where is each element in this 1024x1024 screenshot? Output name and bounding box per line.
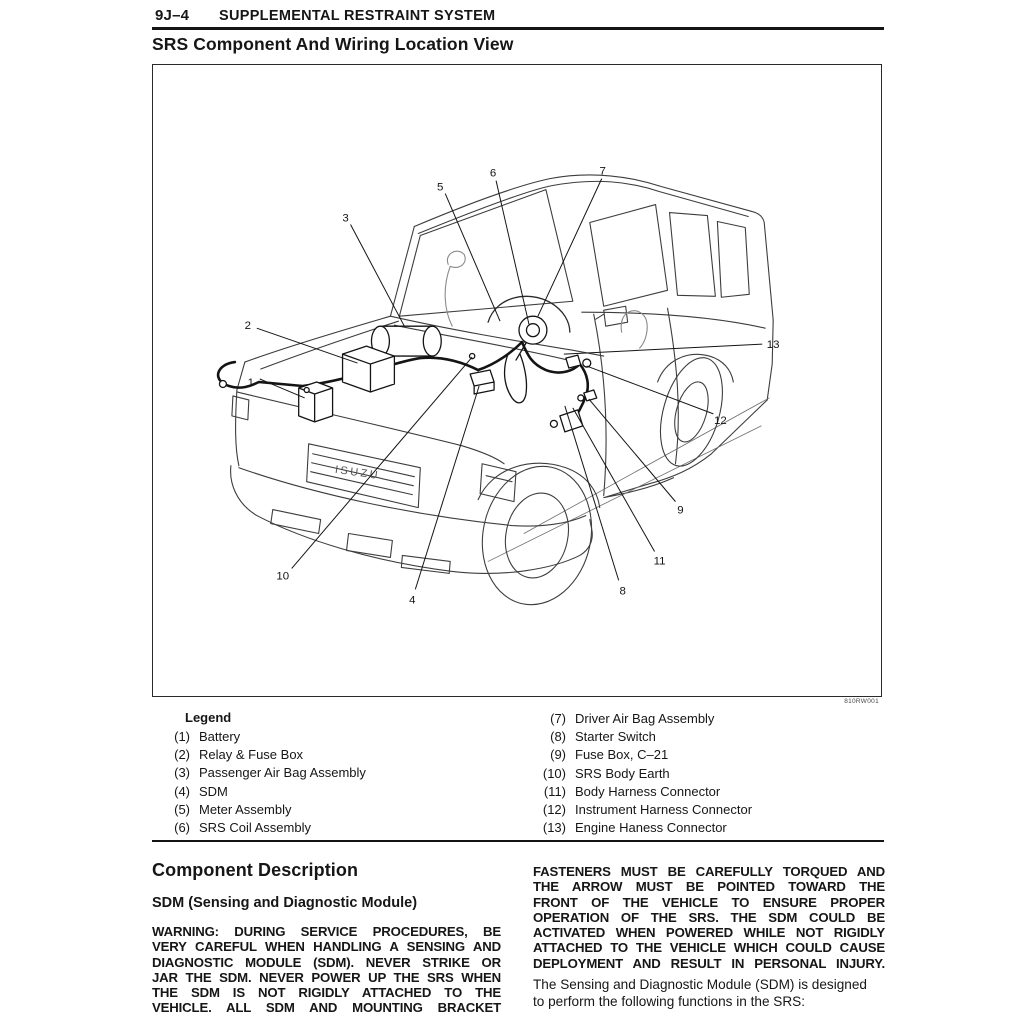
grille-brand-text: ISUZU bbox=[334, 463, 381, 482]
legend-item-number: (5) bbox=[174, 801, 190, 817]
header-rule bbox=[152, 27, 884, 30]
callout-label: 12 bbox=[713, 414, 727, 427]
legend-item-number: (13) bbox=[542, 820, 566, 836]
legend-column-left bbox=[160, 728, 366, 837]
battery bbox=[299, 382, 333, 422]
warning-line: JAR THE SDM. NEVER POWER UP THE SRS WHEN bbox=[152, 969, 501, 985]
callout-label: 4 bbox=[409, 594, 416, 607]
legend-item-number: (7) bbox=[550, 711, 566, 726]
legend-item-label: Passenger Air Bag Assembly bbox=[199, 765, 366, 781]
callout-5 bbox=[437, 182, 500, 322]
srs-body-earth bbox=[470, 353, 475, 358]
srs-location-diagram bbox=[152, 64, 882, 697]
component-description-heading: Component Description bbox=[152, 860, 359, 880]
page-title: SRS Component And Wiring Location View bbox=[152, 34, 514, 54]
legend-item bbox=[160, 746, 366, 764]
callout-label: 1 bbox=[247, 376, 255, 389]
sdm-module bbox=[470, 370, 494, 394]
callout-label: 6 bbox=[489, 167, 497, 180]
paragraph-line: to perform the following functions in the SRS: bbox=[533, 993, 806, 1009]
legend-item-label: SRS Body Earth bbox=[575, 765, 670, 781]
warning-line: DIAGNOSTIC MODULE (SDM). NEVER STRIKE OR bbox=[152, 954, 501, 970]
warning-line: ATTACHED TO THE VEHICLE WHICH COULD CAUSE bbox=[533, 940, 885, 956]
warning-line: DEPLOYMENT AND RESULT IN PERSONAL INJURY. bbox=[533, 955, 885, 971]
legend-item bbox=[526, 783, 752, 801]
warning-line: THE ARROW MUST BE POINTED TOWARD THE bbox=[533, 879, 885, 895]
legend-item-label: Body Harness Connector bbox=[575, 783, 721, 799]
legend-item-label: SRS Coil Assembly bbox=[199, 820, 311, 836]
steering-wheel-coil bbox=[505, 316, 547, 403]
harness-ring-terminal bbox=[219, 381, 226, 388]
legend-item-number: (10) bbox=[542, 765, 566, 781]
callout-label: 5 bbox=[437, 181, 444, 194]
legend-item bbox=[526, 746, 752, 764]
section-divider bbox=[152, 840, 884, 842]
figure-code: 810RW001 bbox=[844, 698, 879, 705]
callout-label: 11 bbox=[653, 555, 666, 568]
callout-13 bbox=[564, 339, 780, 354]
legend-item bbox=[160, 764, 366, 782]
paragraph-line: The Sensing and Diagnostic Module (SDM) is designed bbox=[533, 977, 867, 992]
sdm-subheading: SDM (Sensing and Diagnostic Module) bbox=[152, 895, 418, 911]
callout-label: 10 bbox=[276, 570, 290, 583]
legend-item-number: (11) bbox=[543, 783, 566, 799]
legend-item-label: SDM bbox=[199, 783, 228, 799]
harness-connectors bbox=[550, 355, 596, 432]
legend-item-number: (6) bbox=[174, 820, 190, 836]
callout-3 bbox=[342, 213, 404, 327]
legend-item bbox=[526, 819, 752, 837]
legend-item bbox=[160, 783, 366, 801]
callout-label: 13 bbox=[766, 339, 780, 352]
warning-line: WARNING: DURING SERVICE PROCEDURES, BE bbox=[152, 924, 501, 939]
legend-item-number: (1) bbox=[174, 729, 190, 744]
callout-9 bbox=[589, 399, 684, 517]
legend-item bbox=[526, 765, 752, 783]
vehicle-diagram-svg bbox=[153, 65, 881, 696]
callout-7 bbox=[538, 166, 606, 317]
legend-item bbox=[526, 801, 752, 819]
warning-line: ACTIVATED WHEN POWERED WHILE NOT RIGIDLY bbox=[533, 925, 885, 941]
legend-item-number: (4) bbox=[174, 783, 190, 799]
legend-item bbox=[160, 728, 366, 746]
legend-item-number: (8) bbox=[550, 729, 566, 745]
legend-item-label: Instrument Harness Connector bbox=[575, 802, 753, 818]
warning-line: THE SDM IS NOT RIGIDLY ATTACHED TO THE bbox=[152, 985, 501, 1001]
relay-fuse-box bbox=[343, 346, 395, 392]
callout-label: 2 bbox=[244, 320, 252, 333]
legend-item-number: (3) bbox=[174, 765, 190, 781]
callout-label: 3 bbox=[342, 212, 349, 225]
legend-item-number: (2) bbox=[174, 747, 190, 763]
section-header: SUPPLEMENTAL RESTRAINT SYSTEM bbox=[219, 8, 496, 24]
legend-item bbox=[160, 819, 366, 837]
srs-harness bbox=[218, 342, 588, 422]
callout-label: 9 bbox=[677, 504, 684, 517]
legend-item-number: (12) bbox=[542, 802, 566, 818]
legend-item-label: Starter Switch bbox=[575, 729, 656, 745]
warning-text-left-column bbox=[152, 924, 501, 1016]
legend-item bbox=[526, 710, 752, 728]
sdm-description-paragraph bbox=[533, 977, 885, 1011]
warning-text-right-column bbox=[533, 864, 885, 971]
legend-column-right bbox=[526, 710, 752, 837]
warning-line: FRONT OF THE VEHICLE TO ENSURE PROPER bbox=[533, 894, 885, 910]
legend-heading: Legend bbox=[185, 710, 232, 725]
warning-line: VERY CAREFUL WHEN HANDLING A SENSING AND bbox=[152, 939, 501, 955]
legend-item-label: Engine Haness Connector bbox=[575, 820, 727, 836]
legend-item-label: Relay & Fuse Box bbox=[199, 747, 304, 763]
legend-item-number: (9) bbox=[550, 747, 566, 763]
legend-item-label: Battery bbox=[199, 729, 241, 744]
legend-item-label: Meter Assembly bbox=[199, 801, 292, 817]
srs-components bbox=[218, 316, 597, 432]
callout-1 bbox=[248, 377, 305, 398]
callout-6 bbox=[490, 168, 529, 325]
warning-line: OPERATION OF THE SRS. THE SDM COULD BE bbox=[533, 909, 885, 925]
page-number: 9J–4 bbox=[155, 7, 190, 24]
legend-item-label: Fuse Box, C–21 bbox=[575, 747, 669, 763]
callout-11 bbox=[573, 408, 666, 568]
legend-item bbox=[526, 728, 752, 746]
legend-item-label: Driver Air Bag Assembly bbox=[575, 711, 715, 726]
callout-8 bbox=[565, 406, 626, 597]
callout-label: 8 bbox=[619, 585, 626, 598]
warning-line: VEHICLE. ALL SDM AND MOUNTING BRACKET bbox=[152, 1000, 501, 1016]
callout-label: 7 bbox=[599, 165, 606, 178]
warning-line: FASTENERS MUST BE CAREFULLY TORQUED AND bbox=[533, 864, 885, 879]
legend-item bbox=[160, 801, 366, 819]
